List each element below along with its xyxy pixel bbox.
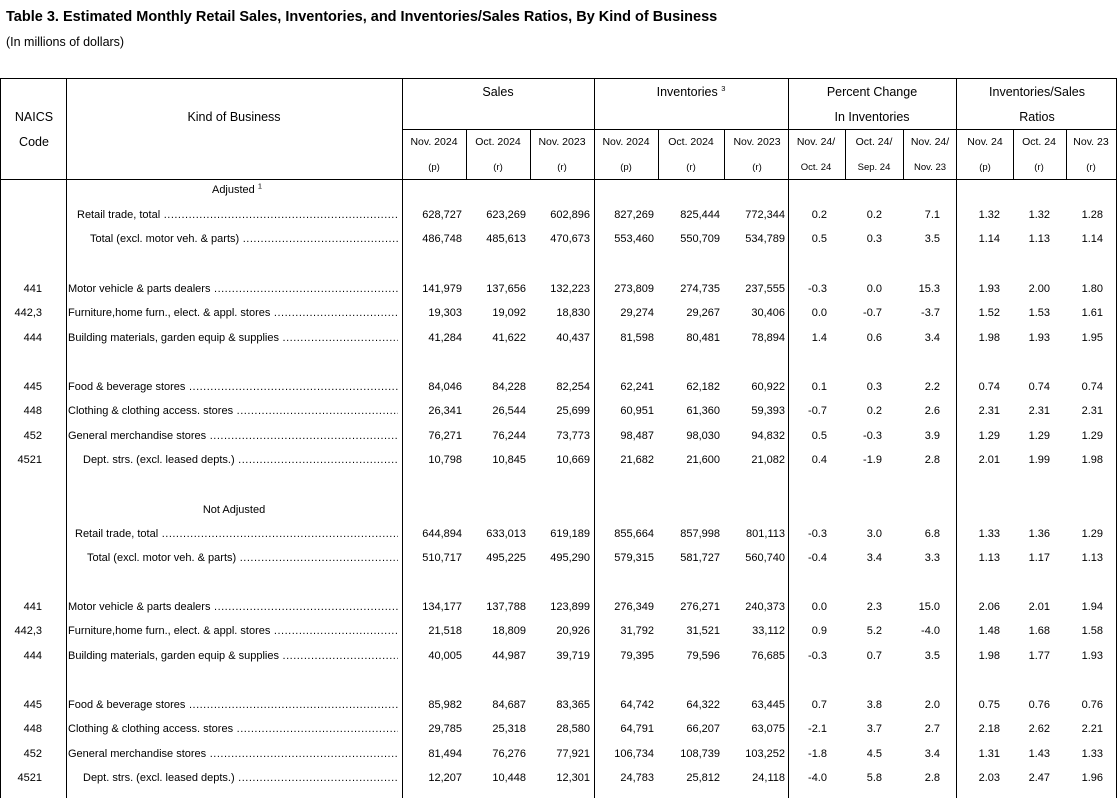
naics-code: 445: [23, 698, 42, 711]
table-cell: 2.8: [924, 772, 940, 784]
kind-of-business-name: Food & beverage stores .....: [68, 699, 398, 712]
kind-of-business-header: Kind of Business: [187, 110, 281, 124]
table-cell: 26,341: [428, 405, 462, 417]
table-cell: 560,740: [745, 552, 785, 564]
table-cell: 1.48: [978, 625, 1000, 637]
table-cell: 77,921: [556, 747, 590, 760]
naics-code: 441: [23, 282, 42, 295]
table-cell: 24,118: [752, 772, 785, 784]
table-cell: 2.00: [1028, 282, 1050, 295]
table-cell: 0.3: [866, 380, 882, 393]
table-cell: 0.75: [978, 698, 1000, 711]
table-cell: 94,832: [751, 429, 785, 442]
table-cell: 19,092: [492, 307, 526, 319]
table-cell: 62,182: [686, 380, 720, 393]
table-cell: 2.6: [924, 405, 940, 417]
table-cell: 21,600: [686, 454, 720, 466]
table-cell: 134,177: [422, 600, 462, 613]
table-cell: 1.53: [1028, 307, 1050, 319]
table-cell: 2.0: [924, 698, 940, 711]
table-cell: 59,393: [751, 405, 785, 417]
table-cell: 63,445: [751, 698, 785, 711]
kind-of-business-name: Retail trade, total .....: [75, 528, 398, 541]
table-cell: 21,682: [620, 454, 654, 466]
naics-code: 442,3: [14, 307, 42, 319]
units-note: (In millions of dollars): [6, 35, 125, 49]
table-cell: 31,792: [620, 625, 654, 637]
table-cell: 602,896: [550, 208, 590, 221]
table-cell: 1.77: [1028, 649, 1050, 662]
table-cell: 76,276: [492, 747, 526, 760]
kind-of-business-name: Retail trade, total .....: [77, 209, 398, 222]
sales-group-header: Sales: [482, 85, 514, 99]
table-cell: 10,448: [492, 772, 526, 784]
column-header-period: Nov. 2024: [602, 136, 650, 148]
table-cell: 0.74: [978, 380, 1000, 393]
ratios-header-line2: Ratios: [1019, 110, 1055, 124]
table-cell: 2.01: [1028, 600, 1050, 613]
table-cell: 2.31: [1081, 405, 1103, 417]
table-cell: 0.2: [811, 208, 827, 221]
table-cell: 39,719: [556, 649, 590, 662]
table-cell: 25,699: [556, 405, 590, 417]
table-cell: 1.93: [1081, 649, 1103, 662]
naics-header: NAICS: [14, 110, 54, 124]
table-cell: 7.1: [924, 208, 940, 221]
table-cell: 76,685: [751, 649, 785, 662]
kind-of-business-name: Clothing & clothing access. stores .....: [68, 405, 398, 418]
table-cell: 18,809: [492, 625, 526, 637]
table-cell: 0.76: [1028, 698, 1050, 711]
table-cell: 18,830: [556, 307, 590, 319]
table-cell: 0.74: [1081, 380, 1103, 393]
column-header-status: Sep. 24: [857, 162, 891, 173]
table-cell: 84,687: [492, 698, 526, 711]
table-cell: 240,373: [745, 600, 785, 613]
table-cell: 76,271: [428, 429, 462, 442]
table-cell: 10,798: [428, 454, 462, 466]
table-cell: 64,791: [620, 723, 654, 735]
table-cell: 2.8: [924, 454, 940, 466]
ratios-header-line1: Inventories/Sales: [989, 85, 1085, 99]
table-cell: 1.28: [1081, 208, 1103, 221]
column-header-period: Oct. 24/: [855, 136, 893, 148]
page-title: Table 3. Estimated Monthly Retail Sales, Inventories, and Inventories/Sales Ratios, By Kind of Business: [6, 9, 718, 25]
table-cell: 855,664: [614, 527, 654, 540]
table-cell: 15.0: [918, 600, 940, 613]
table-cell: -1.9: [863, 454, 882, 466]
table-cell: 485,613: [486, 233, 526, 245]
table-cell: 1.99: [1028, 454, 1050, 466]
column-header-period: Nov. 24/: [910, 136, 950, 148]
column-header-status: (p): [428, 162, 440, 173]
column-header-period: Oct. 2024: [668, 136, 714, 148]
table-cell: 1.32: [978, 208, 1000, 221]
table-cell: 1.33: [978, 527, 1000, 540]
code-header: Code: [19, 135, 49, 149]
table-cell: 633,013: [486, 527, 526, 540]
table-cell: 82,254: [556, 380, 590, 393]
kind-of-business-name: Building materials, garden equip & supplies .....: [68, 332, 398, 345]
table-cell: 29,274: [620, 307, 654, 319]
table-cell: 19,303: [428, 307, 462, 319]
table-cell: 21,082: [751, 454, 785, 466]
table-cell: 33,112: [752, 625, 785, 637]
table-cell: 60,951: [620, 405, 654, 417]
column-header-status: Oct. 24: [800, 162, 832, 173]
table-cell: 1.14: [978, 233, 1000, 245]
footnote-marker: 1: [257, 181, 263, 191]
table-cell: 1.98: [978, 649, 1000, 662]
table-cell: 579,315: [614, 552, 654, 564]
table-cell: 1.13: [1028, 233, 1050, 245]
table-cell: 553,460: [614, 233, 654, 245]
table-cell: 63,075: [751, 723, 785, 735]
table-cell: 0.2: [866, 208, 882, 221]
table-cell: 0.0: [866, 282, 882, 295]
table-cell: 1.29: [978, 429, 1000, 442]
table-cell: -0.3: [808, 527, 827, 540]
table-cell: 801,113: [746, 527, 785, 540]
column-header-status: (p): [620, 162, 632, 173]
table-cell: 3.5: [924, 233, 940, 245]
table-cell: 5.8: [866, 772, 882, 784]
kind-of-business-name: General merchandise stores .....: [68, 430, 398, 443]
column-header-period: Nov. 23: [1073, 136, 1109, 148]
table-cell: 2.2: [924, 380, 940, 393]
table-cell: 79,596: [686, 649, 720, 662]
naics-code: 452: [23, 429, 42, 442]
table-cell: 3.7: [866, 723, 882, 735]
table-cell: 81,494: [428, 747, 462, 760]
column-header-status: (r): [686, 162, 696, 173]
table-cell: 26,544: [492, 405, 526, 417]
table-cell: 495,225: [486, 552, 526, 564]
table-cell: 1.58: [1081, 625, 1103, 637]
column-header-status: (r): [1034, 162, 1044, 173]
section-label: Not Adjusted: [202, 504, 266, 516]
table-cell: 4.5: [866, 747, 882, 760]
table-cell: 98,030: [686, 429, 720, 442]
table-cell: 141,979: [422, 282, 462, 295]
table-cell: -0.3: [808, 282, 827, 295]
table-cell: 15.3: [918, 282, 940, 295]
table-cell: 1.80: [1081, 282, 1103, 295]
table-cell: 73,773: [556, 429, 590, 442]
table-cell: 495,290: [550, 552, 590, 564]
table-cell: 2.01: [978, 454, 1000, 466]
table-cell: -0.3: [863, 429, 882, 442]
table-cell: 1.98: [978, 331, 1000, 344]
table-cell: 10,669: [556, 454, 590, 466]
table-cell: 29,267: [686, 307, 720, 319]
naics-code: 4521: [17, 772, 42, 784]
table-cell: 0.3: [866, 233, 882, 245]
table-cell: 2.03: [978, 772, 1000, 784]
table-cell: 83,365: [556, 698, 590, 711]
naics-code: 445: [23, 380, 42, 393]
kind-of-business-name: Furniture,home furn., elect. & appl. stores .....: [68, 625, 398, 638]
table-cell: 1.93: [978, 282, 1000, 295]
table-cell: 98,487: [620, 429, 654, 442]
table-cell: 79,395: [620, 649, 654, 662]
kind-of-business-name: Dept. strs. (excl. leased depts.) .....: [83, 454, 398, 467]
table-cell: 2.7: [924, 723, 940, 735]
table-cell: 534,789: [745, 233, 785, 245]
table-cell: 44,987: [492, 649, 526, 662]
table-cell: 2.3: [866, 600, 882, 613]
table-cell: 510,717: [422, 552, 462, 564]
table-cell: 2.62: [1028, 723, 1050, 735]
column-header-status: (r): [493, 162, 503, 173]
table-cell: 1.4: [811, 331, 827, 344]
table-cell: 66,207: [686, 723, 720, 735]
table-cell: 41,622: [492, 331, 526, 344]
table-cell: 0.7: [811, 698, 827, 711]
table-cell: 2.31: [978, 405, 1000, 417]
table-cell: -0.7: [808, 405, 827, 417]
table-cell: 25,812: [686, 772, 720, 784]
table-cell: 0.5: [811, 233, 827, 245]
inventories-group-header: [657, 85, 726, 100]
table-cell: 3.8: [866, 698, 882, 711]
table-cell: 60,922: [751, 380, 785, 393]
column-header-period: Nov. 24: [967, 136, 1003, 148]
table-cell: 80,481: [686, 331, 720, 344]
table-cell: 470,673: [550, 233, 590, 245]
table-cell: 123,899: [550, 600, 590, 613]
table-cell: 3.4: [924, 747, 940, 760]
table-cell: 78,894: [751, 331, 785, 344]
kind-of-business-name: Clothing & clothing access. stores .....: [68, 723, 398, 736]
table-cell: 61,360: [686, 405, 720, 417]
kind-of-business-name: Building materials, garden equip & supplies .....: [68, 650, 398, 663]
table-cell: 1.36: [1028, 527, 1050, 540]
table-cell: 3.5: [924, 649, 940, 662]
table-cell: 10,845: [492, 454, 526, 466]
table-cell: 20,926: [556, 625, 590, 637]
table-cell: 1.29: [1028, 429, 1050, 442]
table-cell: 81,598: [620, 331, 654, 344]
table-cell: 103,252: [745, 747, 785, 760]
table-cell: 64,742: [620, 698, 654, 711]
table-cell: 1.14: [1081, 233, 1103, 245]
table-cell: 1.13: [1081, 552, 1103, 564]
section-label: [211, 181, 263, 197]
table-cell: 0.9: [811, 625, 827, 637]
table-cell: 486,748: [422, 233, 462, 245]
table-cell: 137,656: [486, 282, 526, 295]
table-cell: 1.32: [1028, 208, 1050, 221]
footnote-marker: 3: [721, 83, 726, 93]
kind-of-business-name: Furniture,home furn., elect. & appl. stores .....: [68, 307, 398, 320]
table-cell: 0.5: [811, 429, 827, 442]
naics-code: 444: [23, 331, 42, 344]
table-cell: 857,998: [680, 527, 720, 540]
table-cell: 1.13: [978, 552, 1000, 564]
table-cell: 3.4: [924, 331, 940, 344]
percent-change-header-line2: In Inventories: [834, 110, 910, 124]
table-cell: 84,046: [428, 380, 462, 393]
table-cell: 628,727: [422, 208, 462, 221]
column-header-period: Nov. 2024: [410, 136, 458, 148]
naics-code: 4521: [17, 454, 42, 466]
table-cell: 1.93: [1028, 331, 1050, 344]
table-cell: 3.4: [866, 552, 882, 564]
table-cell: 2.18: [978, 723, 1000, 735]
table-cell: 29,785: [428, 723, 462, 735]
kind-of-business-name: Food & beverage stores .....: [68, 381, 398, 394]
table-cell: 31,521: [686, 625, 720, 637]
table-cell: 0.1: [811, 380, 827, 393]
table-cell: 137,788: [486, 600, 526, 613]
table-cell: 644,894: [422, 527, 462, 540]
table-cell: 1.98: [1081, 454, 1103, 466]
table-cell: 0.7: [866, 649, 882, 662]
table-cell: 106,734: [614, 747, 654, 760]
table-cell: 1.96: [1081, 772, 1103, 784]
table-cell: -0.3: [808, 649, 827, 662]
inventories-group-header-text: Inventories: [656, 85, 718, 99]
table-cell: 5.2: [866, 625, 882, 637]
naics-code: 441: [23, 600, 42, 613]
kind-of-business-name: Motor vehicle & parts dealers .....: [68, 601, 398, 614]
column-header-period: Oct. 24: [1022, 136, 1056, 148]
column-header-period: Nov. 2023: [733, 136, 781, 148]
table-cell: 0.6: [866, 331, 882, 344]
table-cell: 2.06: [978, 600, 1000, 613]
table-cell: 1.52: [978, 307, 1000, 319]
column-header-period: Nov. 24/: [796, 136, 836, 148]
table-cell: 0.4: [811, 454, 827, 466]
naics-code: 444: [23, 649, 42, 662]
table-cell: 12,207: [428, 772, 462, 784]
table-cell: 0.76: [1081, 698, 1103, 711]
table-cell: 3.9: [924, 429, 940, 442]
table-cell: 24,783: [620, 772, 654, 784]
kind-of-business-name: Dept. strs. (excl. leased depts.) .....: [83, 772, 398, 785]
table-cell: 0.0: [811, 307, 827, 319]
table-cell: 84,228: [492, 380, 526, 393]
table-cell: 28,580: [556, 723, 590, 735]
table-cell: 62,241: [620, 380, 654, 393]
section-label-text: Adjusted: [211, 184, 255, 196]
column-header-period: Oct. 2024: [475, 136, 521, 148]
table-cell: 1.17: [1028, 552, 1050, 564]
table-cell: 2.47: [1028, 772, 1050, 784]
table-cell: 1.43: [1028, 747, 1050, 760]
table-cell: -1.8: [808, 747, 827, 760]
table-cell: 40,437: [556, 331, 590, 344]
table-cell: 1.29: [1081, 527, 1103, 540]
table-cell: 1.94: [1081, 600, 1103, 613]
table-cell: -4.0: [808, 772, 827, 784]
table-cell: 64,322: [686, 698, 720, 711]
table-cell: 1.61: [1081, 307, 1103, 319]
table-cell: 12,301: [556, 772, 590, 784]
kind-of-business-name: Total (excl. motor veh. & parts) .....: [87, 552, 398, 565]
naics-code: 448: [23, 723, 42, 735]
kind-of-business-name: Total (excl. motor veh. & parts) .....: [90, 233, 398, 246]
table-cell: 0.74: [1028, 380, 1050, 393]
table-cell: 1.31: [978, 747, 1000, 760]
table-cell: 2.21: [1081, 723, 1103, 735]
column-header-period: Nov. 2023: [538, 136, 586, 148]
naics-code: 448: [23, 405, 42, 417]
table-cell: 85,982: [428, 698, 462, 711]
table-cell: 6.8: [924, 527, 940, 540]
table-cell: 3.3: [924, 552, 940, 564]
naics-code: 452: [23, 747, 42, 760]
table-cell: -4.0: [921, 625, 940, 637]
column-header-status: (r): [1086, 162, 1096, 173]
table-cell: -2.1: [808, 723, 827, 735]
table-cell: 825,444: [680, 208, 720, 221]
table-cell: 1.68: [1028, 625, 1050, 637]
table-cell: 0.0: [811, 600, 827, 613]
table-cell: 76,244: [492, 429, 526, 442]
table-cell: 1.33: [1081, 747, 1103, 760]
table-cell: 1.95: [1081, 331, 1103, 344]
table-cell: 25,318: [492, 723, 526, 735]
table-cell: 2.31: [1028, 405, 1050, 417]
column-header-status: (r): [752, 162, 762, 173]
naics-code: 442,3: [14, 625, 42, 637]
table-cell: 237,555: [745, 282, 785, 295]
column-header-status: (r): [557, 162, 567, 173]
kind-of-business-name: Motor vehicle & parts dealers .....: [68, 283, 398, 296]
table-cell: 1.29: [1081, 429, 1103, 442]
table-cell: 550,709: [680, 233, 720, 245]
table-cell: 581,727: [680, 552, 720, 564]
percent-change-header-line1: Percent Change: [826, 85, 918, 99]
table-cell: 772,344: [745, 208, 785, 221]
table-cell: -0.7: [863, 307, 882, 319]
table-cell: 21,518: [428, 625, 462, 637]
table-cell: 274,735: [680, 282, 720, 295]
table-cell: -3.7: [921, 307, 940, 319]
table-cell: 0.2: [866, 405, 882, 417]
table-cell: 41,284: [428, 331, 462, 344]
table-cell: 3.0: [866, 527, 882, 540]
table-cell: 827,269: [614, 208, 654, 221]
table-cell: 623,269: [486, 208, 526, 221]
column-header-status: (p): [979, 162, 991, 173]
table-cell: 108,739: [680, 747, 720, 760]
column-header-status: Nov. 23: [913, 162, 947, 173]
table-cell: 40,005: [428, 649, 462, 662]
table-cell: 273,809: [614, 282, 654, 295]
table-cell: 619,189: [550, 527, 590, 540]
table-cell: -0.4: [808, 552, 827, 564]
table-cell: 132,223: [550, 282, 590, 295]
table-cell: 30,406: [751, 307, 785, 319]
kind-of-business-name: General merchandise stores .....: [68, 748, 398, 761]
table-cell: 276,271: [680, 600, 720, 613]
table-cell: 276,349: [614, 600, 654, 613]
